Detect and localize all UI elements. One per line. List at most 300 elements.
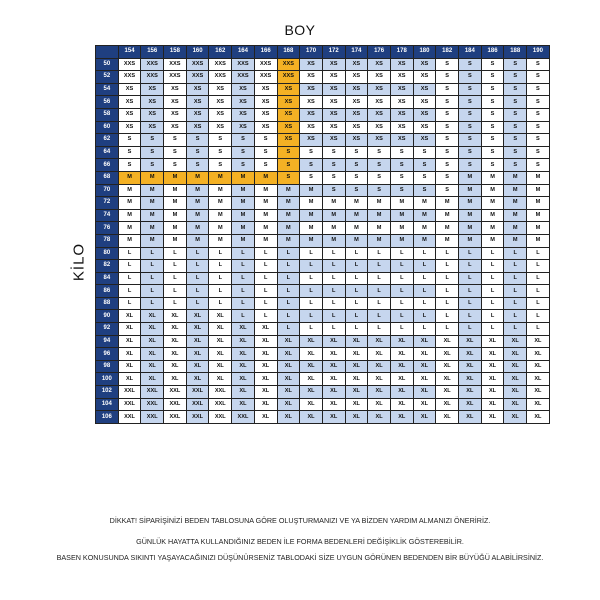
size-cell: L xyxy=(527,247,550,260)
table-row xyxy=(96,184,550,197)
size-cell: XL xyxy=(481,360,504,373)
table-row xyxy=(96,285,550,298)
size-cell: XL xyxy=(368,386,391,399)
size-cell: S xyxy=(390,159,413,172)
size-cell: XS xyxy=(186,121,209,134)
size-cell: S xyxy=(459,159,482,172)
size-cell: M xyxy=(186,171,209,184)
size-cell: S xyxy=(345,171,368,184)
size-cell: XL xyxy=(345,398,368,411)
weight-header-cell: 50 xyxy=(96,58,119,71)
size-cell: XL xyxy=(368,373,391,386)
size-cell: M xyxy=(345,209,368,222)
size-cell: M xyxy=(232,222,255,235)
size-cell: XS xyxy=(232,108,255,121)
size-cell: L xyxy=(322,297,345,310)
size-cell: M xyxy=(481,209,504,222)
size-cell: S xyxy=(436,146,459,159)
size-cell: M xyxy=(459,234,482,247)
size-cell: S xyxy=(118,146,141,159)
size-cell: XL xyxy=(436,373,459,386)
size-cell: XL xyxy=(481,386,504,399)
size-cell: S xyxy=(504,121,527,134)
size-cell: XL xyxy=(504,398,527,411)
size-cell: XS xyxy=(345,134,368,147)
size-cell: S xyxy=(459,71,482,84)
size-cell: XXS xyxy=(232,58,255,71)
weight-header-cell: 92 xyxy=(96,323,119,336)
size-cell: M xyxy=(141,184,164,197)
size-cell: S xyxy=(186,146,209,159)
size-cell: M xyxy=(345,234,368,247)
size-cell: S xyxy=(504,159,527,172)
size-cell: L xyxy=(254,247,277,260)
size-cell: M xyxy=(254,184,277,197)
size-cell: XL xyxy=(232,335,255,348)
weight-header-cell: 90 xyxy=(96,310,119,323)
size-cell: L xyxy=(481,272,504,285)
size-cell: S xyxy=(481,83,504,96)
size-cell: XXS xyxy=(277,58,300,71)
size-cell: XS xyxy=(390,134,413,147)
size-cell: L xyxy=(527,297,550,310)
table-row xyxy=(96,360,550,373)
size-cell: XL xyxy=(118,360,141,373)
size-cell: L xyxy=(368,272,391,285)
size-cell: XL xyxy=(345,373,368,386)
size-cell: XS xyxy=(390,83,413,96)
size-cell: M xyxy=(164,234,187,247)
size-cell: L xyxy=(481,297,504,310)
size-cell: L xyxy=(254,310,277,323)
size-cell: XL xyxy=(527,386,550,399)
size-cell: S xyxy=(141,134,164,147)
size-cell: M xyxy=(300,209,323,222)
weight-header-cell: 62 xyxy=(96,134,119,147)
size-cell: L xyxy=(436,260,459,273)
size-cell: S xyxy=(186,159,209,172)
size-cell: M xyxy=(209,197,232,210)
size-cell: S xyxy=(368,159,391,172)
table-row xyxy=(96,260,550,273)
size-cell: L xyxy=(527,272,550,285)
size-cell: XL xyxy=(413,335,436,348)
size-cell: L xyxy=(277,272,300,285)
size-cell: XS xyxy=(300,71,323,84)
size-cell: S xyxy=(232,159,255,172)
size-cell: XL xyxy=(254,335,277,348)
size-cell: S xyxy=(345,184,368,197)
size-cell: L xyxy=(527,285,550,298)
size-cell: M xyxy=(209,234,232,247)
size-cell: XL xyxy=(413,386,436,399)
size-cell: M xyxy=(254,234,277,247)
size-cell: L xyxy=(345,247,368,260)
size-cell: XL xyxy=(345,411,368,424)
size-cell: XS xyxy=(413,96,436,109)
size-cell: XL xyxy=(390,335,413,348)
size-cell: XL xyxy=(232,386,255,399)
size-cell: XL xyxy=(527,373,550,386)
size-cell: S xyxy=(277,171,300,184)
size-cell: S xyxy=(164,146,187,159)
size-cell: L xyxy=(118,260,141,273)
size-cell: XL xyxy=(436,386,459,399)
size-cell: XS xyxy=(322,83,345,96)
size-cell: M xyxy=(232,234,255,247)
size-cell: L xyxy=(413,272,436,285)
size-cell: XS xyxy=(322,108,345,121)
size-cell: L xyxy=(481,310,504,323)
size-cell: M xyxy=(118,209,141,222)
size-cell: M xyxy=(504,171,527,184)
size-cell: M xyxy=(277,209,300,222)
height-header-cell: 162 xyxy=(209,46,232,59)
size-cell: L xyxy=(118,247,141,260)
size-cell: S xyxy=(164,159,187,172)
weight-header-cell: 54 xyxy=(96,83,119,96)
size-cell: S xyxy=(527,96,550,109)
size-cell: L xyxy=(164,260,187,273)
table-row xyxy=(96,411,550,424)
size-cell: S xyxy=(277,159,300,172)
size-cell: XL xyxy=(232,323,255,336)
height-header-row xyxy=(96,46,550,59)
size-cell: XL xyxy=(504,360,527,373)
size-cell: L xyxy=(232,272,255,285)
size-cell: XS xyxy=(141,96,164,109)
size-cell: XL xyxy=(141,373,164,386)
size-cell: XL xyxy=(504,335,527,348)
size-cell: XL xyxy=(436,360,459,373)
size-cell: S xyxy=(345,146,368,159)
size-cell: XS xyxy=(322,71,345,84)
size-cell: XS xyxy=(209,108,232,121)
size-cell: XL xyxy=(300,335,323,348)
size-cell: L xyxy=(368,310,391,323)
size-cell: M xyxy=(368,209,391,222)
size-cell: S xyxy=(504,83,527,96)
height-header-cell: 174 xyxy=(345,46,368,59)
size-cell: L xyxy=(345,297,368,310)
size-cell: L xyxy=(322,285,345,298)
size-cell: XL xyxy=(345,335,368,348)
size-cell: L xyxy=(186,247,209,260)
height-header-cell: 158 xyxy=(164,46,187,59)
size-cell: M xyxy=(277,184,300,197)
size-cell: S xyxy=(141,146,164,159)
size-cell: M xyxy=(277,197,300,210)
size-cell: M xyxy=(436,222,459,235)
size-cell: XL xyxy=(141,323,164,336)
size-cell: M xyxy=(504,197,527,210)
size-cell: XS xyxy=(300,58,323,71)
size-cell: XS xyxy=(254,121,277,134)
table-row xyxy=(96,134,550,147)
size-cell: XXS xyxy=(141,58,164,71)
size-cell: L xyxy=(390,285,413,298)
size-cell: L xyxy=(481,285,504,298)
size-cell: M xyxy=(118,197,141,210)
weight-header-cell: 88 xyxy=(96,297,119,310)
size-cell: XS xyxy=(413,134,436,147)
size-cell: L xyxy=(186,285,209,298)
size-cell: L xyxy=(436,310,459,323)
size-cell: L xyxy=(322,260,345,273)
size-cell: L xyxy=(413,297,436,310)
size-cell: L xyxy=(413,285,436,298)
size-cell: XL xyxy=(368,398,391,411)
size-cell: XL xyxy=(186,310,209,323)
size-cell: XL xyxy=(232,360,255,373)
table-row xyxy=(96,373,550,386)
size-cell: M xyxy=(413,234,436,247)
size-cell: S xyxy=(527,58,550,71)
size-cell: XS xyxy=(254,108,277,121)
warning-note: DİKKAT! SİPARİŞİNİZİ BEDEN TABLOSUNA GÖRE OLUŞTURMANIZI VE YA BİZDEN YARDIM ALMANIZI ÖNERİRİZ. xyxy=(109,516,491,525)
size-cell: XS xyxy=(345,108,368,121)
size-cell: XS xyxy=(368,58,391,71)
table-row xyxy=(96,247,550,260)
weight-header-cell: 102 xyxy=(96,386,119,399)
table-corner xyxy=(96,46,119,59)
size-cell: S xyxy=(254,146,277,159)
size-cell: XL xyxy=(459,373,482,386)
size-cell: XXL xyxy=(232,411,255,424)
size-cell: L xyxy=(504,260,527,273)
size-cell: XL xyxy=(368,411,391,424)
size-cell: S xyxy=(413,184,436,197)
size-cell: S xyxy=(459,96,482,109)
size-cell: S xyxy=(413,171,436,184)
size-cell: S xyxy=(459,121,482,134)
size-cell: M xyxy=(118,171,141,184)
size-cell: L xyxy=(459,323,482,336)
size-cell: L xyxy=(413,310,436,323)
height-header-cell: 156 xyxy=(141,46,164,59)
height-header-cell: 180 xyxy=(413,46,436,59)
size-cell: S xyxy=(209,146,232,159)
size-cell: M xyxy=(413,197,436,210)
size-cell: XL xyxy=(345,348,368,361)
size-cell: M xyxy=(232,184,255,197)
size-cell: XXS xyxy=(186,71,209,84)
size-cell: L xyxy=(390,297,413,310)
size-cell: XS xyxy=(322,58,345,71)
size-cell: XL xyxy=(141,335,164,348)
weight-header-cell: 84 xyxy=(96,272,119,285)
height-header-cell: 190 xyxy=(527,46,550,59)
size-cell: XS xyxy=(232,121,255,134)
size-cell: XL xyxy=(186,323,209,336)
size-cell: L xyxy=(141,297,164,310)
size-cell: M xyxy=(504,234,527,247)
size-cell: L xyxy=(209,285,232,298)
height-header-cell: 170 xyxy=(300,46,323,59)
size-cell: XL xyxy=(254,386,277,399)
size-cell: S xyxy=(322,159,345,172)
size-cell: XL xyxy=(436,411,459,424)
size-cell: S xyxy=(481,159,504,172)
size-cell: XL xyxy=(413,373,436,386)
size-cell: M xyxy=(277,222,300,235)
height-header-cell: 188 xyxy=(504,46,527,59)
size-cell: XL xyxy=(254,348,277,361)
size-cell: XXL xyxy=(164,411,187,424)
size-cell: XL xyxy=(504,386,527,399)
table-row xyxy=(96,96,550,109)
size-cell: S xyxy=(481,71,504,84)
size-cell: XS xyxy=(390,121,413,134)
size-cell: XS xyxy=(141,121,164,134)
size-cell: S xyxy=(459,83,482,96)
size-cell: XS xyxy=(368,96,391,109)
weight-header-cell: 96 xyxy=(96,348,119,361)
size-cell: XXS xyxy=(254,58,277,71)
size-cell: M xyxy=(300,222,323,235)
size-cell: M xyxy=(481,222,504,235)
table-row xyxy=(96,398,550,411)
size-cell: S xyxy=(277,146,300,159)
table-row xyxy=(96,71,550,84)
size-cell: XL xyxy=(186,335,209,348)
size-cell: XL xyxy=(300,398,323,411)
size-cell: XL xyxy=(164,373,187,386)
size-cell: M xyxy=(481,197,504,210)
size-cell: S xyxy=(504,96,527,109)
table-row xyxy=(96,310,550,323)
size-cell: XL xyxy=(277,348,300,361)
weight-header-cell: 100 xyxy=(96,373,119,386)
size-cell: XL xyxy=(118,335,141,348)
weight-header-cell: 82 xyxy=(96,260,119,273)
height-header-cell: 178 xyxy=(390,46,413,59)
size-cell: S xyxy=(481,121,504,134)
size-cell: S xyxy=(436,71,459,84)
size-cell: M xyxy=(164,184,187,197)
size-cell: XL xyxy=(232,348,255,361)
table-row xyxy=(96,297,550,310)
size-cell: L xyxy=(504,272,527,285)
size-cell: L xyxy=(254,285,277,298)
size-cell: XL xyxy=(254,373,277,386)
size-cell: XL xyxy=(322,411,345,424)
size-cell: XL xyxy=(209,310,232,323)
size-cell: S xyxy=(527,108,550,121)
size-cell: M xyxy=(322,234,345,247)
size-cell: S xyxy=(322,171,345,184)
size-cell: S xyxy=(209,159,232,172)
size-cell: XXS xyxy=(254,71,277,84)
size-cell: M xyxy=(390,222,413,235)
size-cell: XL xyxy=(164,335,187,348)
size-cell: XL xyxy=(345,360,368,373)
size-cell: M xyxy=(481,184,504,197)
size-cell: XL xyxy=(141,348,164,361)
size-cell: L xyxy=(459,247,482,260)
size-cell: M xyxy=(300,234,323,247)
size-cell: L xyxy=(504,285,527,298)
size-cell: M xyxy=(254,171,277,184)
size-cell: L xyxy=(459,310,482,323)
size-cell: M xyxy=(390,234,413,247)
size-cell: M xyxy=(504,222,527,235)
size-cell: L xyxy=(209,297,232,310)
height-header-cell: 154 xyxy=(118,46,141,59)
size-cell: S xyxy=(368,184,391,197)
size-cell: XXL xyxy=(118,411,141,424)
size-cell: S xyxy=(527,134,550,147)
size-cell: S xyxy=(459,108,482,121)
size-cell: M xyxy=(254,197,277,210)
size-cell: XS xyxy=(300,108,323,121)
size-cell: XS xyxy=(322,96,345,109)
size-cell: XL xyxy=(277,398,300,411)
size-cell: L xyxy=(390,310,413,323)
table-row xyxy=(96,83,550,96)
size-cell: XL xyxy=(436,398,459,411)
size-cell: M xyxy=(118,184,141,197)
size-cell: M xyxy=(390,197,413,210)
size-cell: M xyxy=(209,209,232,222)
size-cell: XL xyxy=(527,360,550,373)
size-cell: S xyxy=(390,171,413,184)
size-cell: XL xyxy=(118,373,141,386)
size-cell: L xyxy=(232,310,255,323)
size-cell: XL xyxy=(504,373,527,386)
table-row xyxy=(96,323,550,336)
size-cell: XL xyxy=(459,360,482,373)
size-cell: XL xyxy=(300,386,323,399)
size-cell: M xyxy=(164,197,187,210)
size-cell: M xyxy=(459,222,482,235)
size-cell: S xyxy=(481,108,504,121)
size-cell: XXS xyxy=(141,71,164,84)
size-cell: XL xyxy=(164,310,187,323)
size-cell: M xyxy=(209,222,232,235)
size-cell: S xyxy=(186,134,209,147)
size-cell: L xyxy=(527,260,550,273)
size-cell: S xyxy=(390,184,413,197)
size-cell: M xyxy=(436,209,459,222)
size-cell: S xyxy=(504,58,527,71)
size-cell: XS xyxy=(186,96,209,109)
size-cell: XL xyxy=(118,323,141,336)
size-cell: S xyxy=(254,134,277,147)
size-cell: XXS xyxy=(186,58,209,71)
size-cell: XXS xyxy=(164,58,187,71)
size-cell: XL xyxy=(254,360,277,373)
size-cell: S xyxy=(481,146,504,159)
size-cell: S xyxy=(459,134,482,147)
size-cell: L xyxy=(277,323,300,336)
size-cell: M xyxy=(300,184,323,197)
size-cell: S xyxy=(436,83,459,96)
hip-advice-note: BASEN KONUSUNDA SIKINTI YAŞAYACAĞINIZI DÜŞÜNÜRSENİZ TABLODAKİ SİZE UYGUN GÖRÜNEN BEDENDEN BİR BÜYÜĞÜ ALABİLİRSİNİZ. xyxy=(56,553,544,562)
size-cell: XS xyxy=(209,83,232,96)
weight-header-cell: 80 xyxy=(96,247,119,260)
size-cell: M xyxy=(413,222,436,235)
height-header-cell: 166 xyxy=(254,46,277,59)
weight-header-cell: 106 xyxy=(96,411,119,424)
weight-header-cell: 78 xyxy=(96,234,119,247)
size-cell: XL xyxy=(164,323,187,336)
size-cell: L xyxy=(300,247,323,260)
size-cell: L xyxy=(209,272,232,285)
size-cell: XL xyxy=(481,411,504,424)
size-cell: XL xyxy=(232,398,255,411)
weight-header-cell: 72 xyxy=(96,197,119,210)
